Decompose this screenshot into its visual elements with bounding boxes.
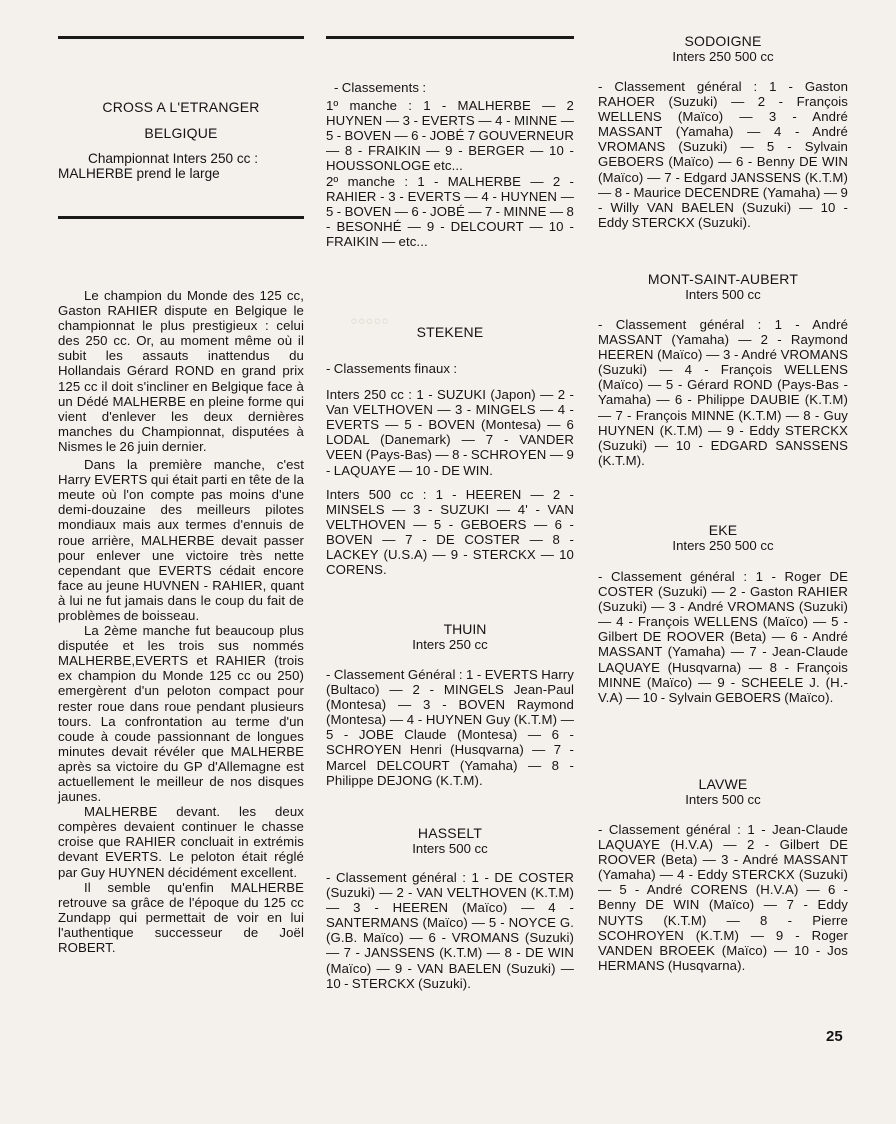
lavwe-results: - Classement général : 1 - Jean-Claude LAQUAYE (H.V.A) — 2 - Gilbert DE ROOVER (Beta) — 3 - André MASSANT (Yamaha) — 4 - Eddy STERCKX (Suzuki) — 5 - André CORENS (H.V.A) — 6 - Benny DE WIN (Maïco) — 7 - Eddy NUYTS (K.T.M) — 8 - Pierre SCOHROYEN (K.T.M) — 9 - Roger VANDEN BROEEK (Maïco) — 10 - Jos HERMANS (Husqvarna). [598,822,848,973]
hasselt-class: Inters 500 cc [412,841,488,856]
thuin-title: THUIN [443,621,487,637]
sodoigne-title: SODOIGNE [684,33,762,49]
article-paragraph-3: La 2ème manche fut beaucoup plus disputée et les trois sus nommés MALHERBE,EVERTS et RAHIER (trois ex champion du Monde 125 cc ou 250) emergèrent d'un peloton compact pour rester roue dans roue pendant plusieurs tours. La confrontation au terme d'un coude à coude passionnant de longues minutes devait révéler que MALHERBE après sa victoire du GP d'Allemagne est actuellement le meilleur de nos disques jaunes. [58,623,304,805]
article-paragraph-5: Il semble qu'enfin MALHERBE retrouve sa grâce de l'époque du 125 cc Zundapp qui permettait de voir en lui l'authentique successeur de Joël ROBERT. [58,879,304,956]
stekene-heading: - Classements finaux : [326,361,458,376]
lavwe-class: Inters 500 cc [685,792,761,807]
manche-2-results: 2º manche : 1 - MALHERBE — 2 - RAHIER - 3 - EVERTS — 4 - HUYNEN — 5 - BOVEN — 6 - JOBÉ — 7 - MINNE — 8 - BESONHÉ — 9 - DELCOURT — 10 - FRAIKIN — etc... [326,173,574,249]
classements-heading: - Classements : [334,80,427,95]
bleed-through-text: ◦◦◦◦◦ [350,308,389,333]
article-paragraph-4: MALHERBE devant. les deux compères devaient continuer le chasse croise que RAHIER concluait in extrémis devant EVERTS. Le peloton était réglé par Guy HUYNEN décidément excellent. [58,804,304,880]
manche-1-results: 1º manche : 1 - MALHERBE — 2 HUYNEN — 3 - EVERTS — 4 - MINNE — 5 - BOVEN — 6 - JOBÉ 7 GOUVERNEUR — 8 - FRAIKIN — 9 - BERGER — 10 - HOUSSONLOGE etc... [326,98,574,174]
article-paragraph-2: Dans la première manche, c'est Harry EVERTS qui était parti en tête de la meute où l'on compte pas moins d'une demi-douzaine des meilleurs pilotes mondiaux mais aux termes d'ennuis de roue arrière, MALHERBE devait passer pour enlever une victoire très nette cependant que EVERTS cédait encore face au jeune HUVNEN - RAHIER, quant à lui ne fut jamais dans le coup du fait de problèmes de boisseau. [58,457,304,623]
stekene-title: STEKENE [416,324,484,340]
lavwe-title: LAVWE [698,776,748,792]
subtitle-rule [58,216,304,219]
msa-results: - Classement général : 1 - André MASSANT (Yamaha) — 2 - Raymond HEEREN (Maïco) — 3 - André VROMANS (Suzuki) — 4 - François WELLENS (Maïco) — 5 - Gérard ROND (Pays-Bas - Yamaha) — 6 - Philippe DAUBIE (K.T.M) — 7 - François MINNE (K.T.M) — 8 - Guy HUYNEN (K.T.M) — 9 - Eddy STERCKX (Suzuki) — 10 - EDGARD SANSSENS (K.T.M). [598,317,848,468]
top-rule [58,36,304,39]
article-title: CROSS A L'ETRANGER [102,99,260,115]
hasselt-title: HASSELT [417,825,483,841]
msa-title: MONT-SAINT-AUBERT [647,271,799,287]
article-subtitle-1: Championnat Inters 250 cc : [88,151,259,166]
sodoigne-results: - Classement général : 1 - Gaston RAHOER (Suzuki) — 2 - François WELLENS (Maïco) — 3 - André MASSANT (Yamaha) — 4 - André VROMANS (Suzuki) — 5 - Sylvain GEBOERS (Maïco) — 6 - Benny DE WIN (Maïco) — 7 - Edgard JANSSENS (K.T.M) — 8 - Maurice DECENDRE (Yamaha) — 9 - Willy VAN BAELEN (Suzuki) — 10 - Eddy STERCKX (Suzuki). [598,79,848,230]
page-number: 25 [826,1028,843,1045]
top-rule [326,36,574,39]
hasselt-results: - Classement général : 1 - DE COSTER (Suzuki) — 2 - VAN VELTHOVEN (K.T.M) — 3 - HEEREN (Maïco) — 4 - SANTERMANS (Maïco) — 5 - NOYCE G. (G.B. Maïco) — 6 - VROMANS (Suzuki) — 7 - JANSSENS (K.T.M) — 8 - DE WIN (Maïco) — 9 - VAN BAELEN (Suzuki) — 10 - STERCKX (Suzuki). [326,870,574,991]
eke-class: Inters 250 500 cc [672,538,774,553]
msa-class: Inters 500 cc [685,287,761,302]
article-subtitle-2: MALHERBE prend le large [58,166,220,181]
stekene-500-results: Inters 500 cc : 1 - HEEREN — 2 - MINSELS — 3 - SUZUKI — 4' - VAN VELTHOVEN — 5 - GEBOERS — 6 - BOVEN — 7 - DE COSTER — 8 - LACKEY (U.S.A) — 9 - STERCKX — 10 CORENS. [326,486,574,578]
thuin-results: - Classement Général : 1 - EVERTS Harry (Bultaco) — 2 - MINGELS Jean-Paul (Montesa) — 3 - BOVEN Raymond (Montesa) — 4 - HUYNEN Guy (K.T.M) — 5 - JOBE Claude (Montesa) — 6 - SCHROYEN Henri (Husqvarna) — 7 - Marcel DELCOURT (Yamaha) — 8 - Philippe DEJONG (K.T.M). [326,667,574,788]
eke-title: EKE [708,522,738,538]
eke-results: - Classement général : 1 - Roger DE COSTER (Suzuki) — 2 - Gaston RAHIER (Suzuki) — 3 - André VROMANS (Suzuki) — 4 - François WELLENS (Maïco) — 5 - Gilbert DE ROOVER (Beta) — 6 - André MASSANT (Yamaha) — 7 - Jean-Claude LAQUAYE (Husqvarna) — 8 - François MINNE (Maïco) — 9 - SCHEELE J. (H.-V.A) — 10 - Sylvain GEBOERS (Maïco). [598,569,848,705]
thuin-class: Inters 250 cc [412,637,488,652]
article-country: BELGIQUE [144,125,218,141]
stekene-250-results: Inters 250 cc : 1 - SUZUKI (Japon) — 2 - Van VELTHOVEN — 3 - MINGELS — 4 - EVERTS — 5 - BOVEN (Montesa) — 6 LODAL (Danemark) — 7 - VANDER VEEN (Pays-Bas) — 8 - SCHROYEN — 9 - LAQUAYE — 10 - DE WIN. [326,387,574,478]
sodoigne-class: Inters 250 500 cc [672,49,774,64]
article-paragraph-1: Le champion du Monde des 125 cc, Gaston RAHIER dispute en Belgique le championnat le plus prestigieux : celui des 250 cc. Or, au moment même où il subit les assauts inattendus du Hollandais Gérard ROND en grand prix 125 cc il doit s'incliner en Belgique face à un Dédé MALHERBE en pleine forme qui vient d'enlever les deux dernières manches du Championnat, disputées à Nismes le 26 juin dernier. [58,288,304,454]
